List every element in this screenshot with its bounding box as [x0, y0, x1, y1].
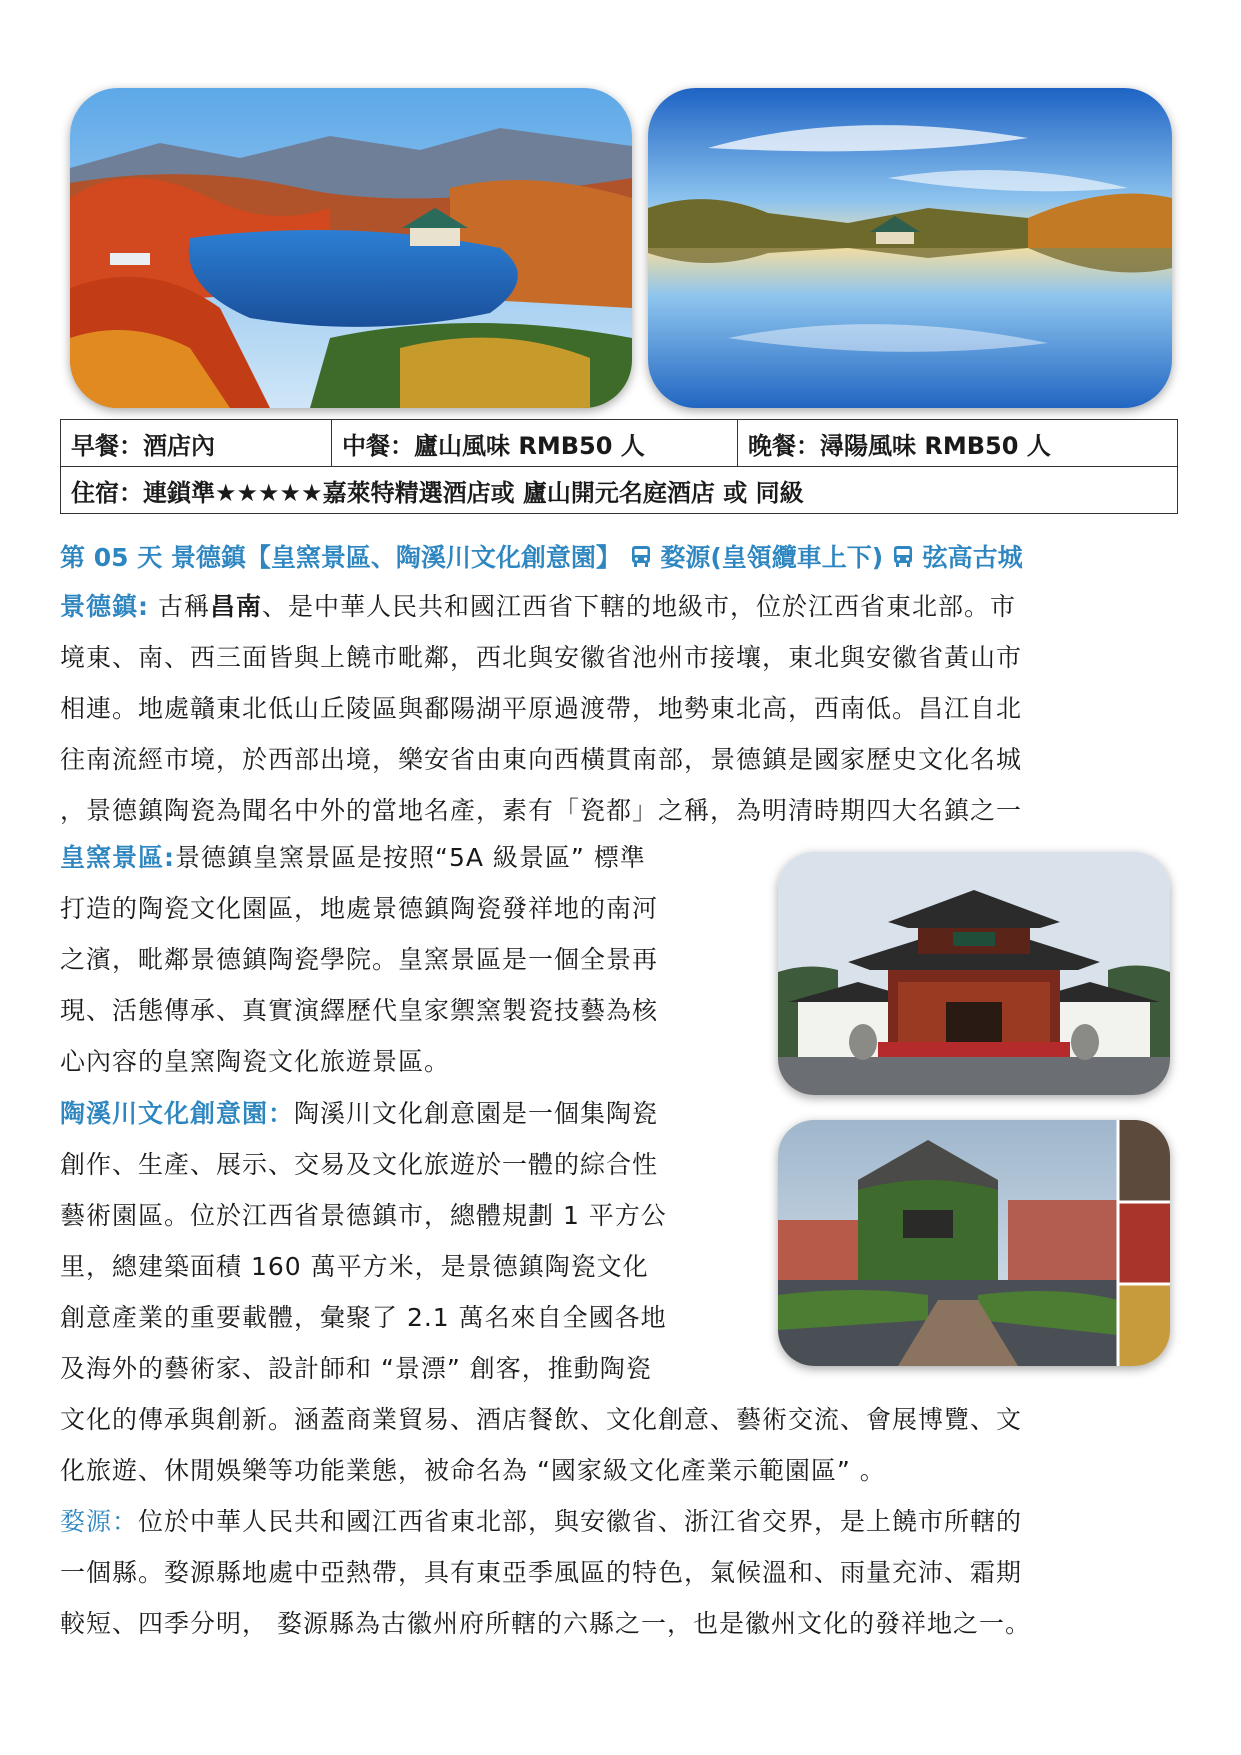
day-title-main: 第 05 天 景德鎮【皇窯景區、陶溪川文化創意園】: [60, 543, 621, 572]
day-title-xiangao: 弦高古城: [922, 543, 1023, 572]
hotel-row: [61, 467, 1178, 514]
imperial-kiln-label: 皇窯景區:: [60, 843, 175, 872]
hotel-cell: 住宿：連鎖準★★★★★嘉萊特精選酒店或 廬山開元名庭酒店 或 同級: [61, 467, 1178, 514]
text-span: ：: [112, 1507, 139, 1536]
wuyuan-paragraph: [60, 1496, 1175, 1649]
text-line: 之濱，毗鄰景德鎮陶瓷學院。皇窯景區是一個全景再: [60, 945, 659, 974]
meals-row: [61, 420, 1178, 467]
taoxichuan-paragraph-cont: [60, 1394, 1175, 1496]
text-line: 里，總建築面積 160 萬平方米，是景德鎮陶瓷文化: [60, 1252, 649, 1281]
wuyuan-label: 婺源: [60, 1507, 113, 1536]
text-span: 景德鎮皇窯景區是按照“5A 級景區” 標準: [175, 843, 646, 872]
text-line: 藝術園區。位於江西省景德鎮市，總體規劃 1 平方公: [60, 1201, 667, 1230]
imperial-kiln-paragraph: [60, 832, 740, 1087]
jingdezhen-label: 景德鎮:: [60, 592, 149, 621]
lushan-lake-reflection-photo: [648, 88, 1172, 408]
lushan-autumn-lake-photo: [70, 88, 632, 408]
text-span: 、是中華人民共和國江西省下轄的地級市，位於江西省東北部。市: [261, 592, 1016, 621]
imperial-kiln-gate-photo: [778, 852, 1170, 1095]
text-line: 心內容的皇窯陶瓷文化旅遊景區。: [60, 1047, 451, 1076]
changnan-bold: 昌南: [209, 592, 262, 621]
meals-table: [60, 419, 1178, 514]
day-title: [60, 538, 1023, 574]
text-span: 陶溪川文化創意園是一個集陶瓷: [294, 1099, 659, 1128]
dinner-cell: 晚餐：潯陽風味 RMB50 人: [738, 420, 1178, 467]
text-line: 及海外的藝術家、設計師和 “景漂” 創客，推動陶瓷: [60, 1354, 652, 1383]
text-line: 往南流經市境，於西部出境，樂安省由東向西橫貫南部，景德鎮是國家歷史文化名城: [60, 745, 1023, 774]
text-span: 古稱: [149, 592, 210, 621]
text-line: 一個縣。婺源縣地處中亞熱帶，具有東亞季風區的特色，氣候溫和、雨量充沛、霜期: [60, 1558, 1023, 1587]
text-line: [60, 1088, 740, 1139]
text-line: 化旅遊、休閒娛樂等功能業態，被命名為 “國家級文化產業示範園區” 。: [60, 1456, 886, 1485]
text-line: 境東、南、西三面皆與上饒市毗鄰，西北與安徽省池州市接壤，東北與安徽省黃山市: [60, 643, 1023, 672]
text-line: 文化的傳承與創新。涵蓋商業貿易、酒店餐飲、文化創意、藝術交流、會展博覽、文: [60, 1405, 1023, 1434]
bus-icon: [630, 545, 652, 569]
breakfast-cell: 早餐：酒店內: [61, 420, 332, 467]
text-line: [60, 581, 1175, 632]
text-line: 打造的陶瓷文化園區，地處景德鎮陶瓷發祥地的南河: [60, 894, 659, 923]
taoxichuan-paragraph: [60, 1088, 740, 1394]
text-line: 較短、四季分明， 婺源縣為古徽州府所轄的六縣之一，也是徽州文化的發祥地之一。: [60, 1609, 1031, 1638]
text-span: 位於中華人民共和國江西省東北部，與安徽省、浙江省交界，是上饒市所轄的: [138, 1507, 1023, 1536]
taoxichuan-label: 陶溪川文化創意園：: [60, 1099, 295, 1128]
jingdezhen-paragraph: [60, 581, 1175, 836]
text-line: ，景德鎮陶瓷為聞名中外的當地名產，素有「瓷都」之稱，為明清時期四大名鎮之一: [60, 796, 1023, 825]
lunch-cell: 中餐：廬山風味 RMB50 人: [332, 420, 738, 467]
taoxichuan-creative-park-photo: [778, 1120, 1170, 1366]
bus-icon: [892, 545, 914, 569]
day-title-wuyuan: 婺源(皇領纜車上下): [660, 543, 884, 572]
text-line: 創意產業的重要載體，彙聚了 2.1 萬名來自全國各地: [60, 1303, 667, 1332]
text-line: 創作、生產、展示、交易及文化旅遊於一體的綜合性: [60, 1150, 659, 1179]
text-line: 現、活態傳承、真實演繹歷代皇家禦窯製瓷技藝為核: [60, 996, 659, 1025]
text-line: [60, 832, 740, 883]
text-line: 相連。地處贛東北低山丘陵區與鄱陽湖平原過渡帶，地勢東北高，西南低。昌江自北: [60, 694, 1023, 723]
text-line: [60, 1496, 1175, 1547]
